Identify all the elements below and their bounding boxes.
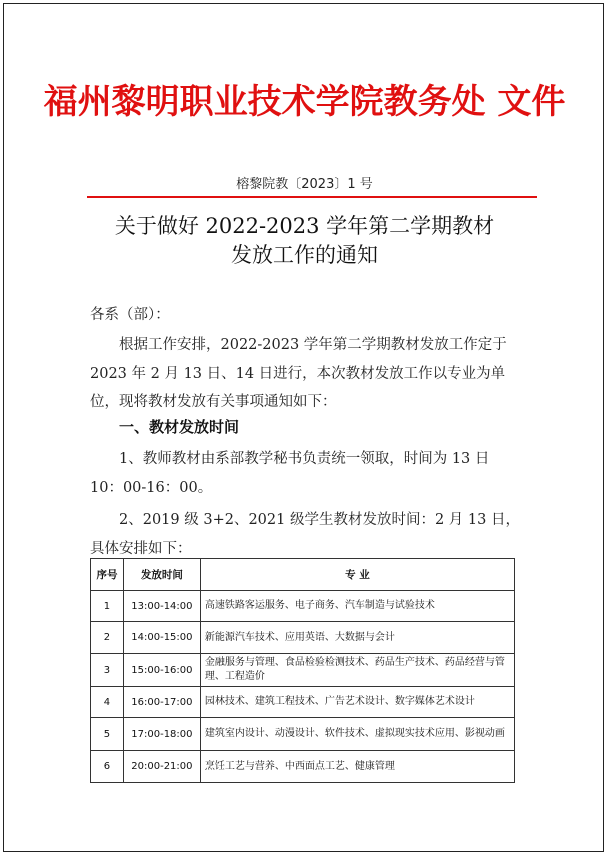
row-majors: 园林技术、建筑工程技术、广告艺术设计、数字媒体艺术设计 [200, 687, 514, 718]
item-teacher-materials: 1、教师教材由系部教学秘书负责统一领取，时间为 13 日 10：00-16：00。 [90, 451, 490, 496]
section-heading-distribution-time: 一、教材发放时间 [119, 418, 240, 436]
table-row [91, 718, 515, 751]
header-divider [87, 196, 537, 198]
row-majors: 高速铁路客运服务、电子商务、汽车制造与试验技术 [200, 591, 514, 622]
document-header-title: 福州黎明职业技术学院教务处 文件 [43, 82, 566, 122]
table-row [91, 591, 515, 622]
row-number: 2 [91, 622, 124, 654]
column-header-majors: 专 业 [200, 559, 514, 591]
notice-title-line1: 关于做好 2022-2023 学年第二学期教材 [114, 214, 495, 238]
row-number: 1 [91, 591, 124, 622]
row-number: 5 [91, 718, 124, 751]
row-majors: 金融服务与管理、食品检验检测技术、药品生产技术、药品经营与管理、工程造价 [200, 654, 514, 687]
row-majors: 建筑室内设计、动漫设计、软件技术、虚拟现实技术应用、影视动画 [200, 718, 514, 751]
row-time: 14:00-15:00 [123, 622, 200, 654]
salutation: 各系（部）： [90, 307, 170, 323]
table-row [91, 654, 515, 687]
document-number: 榕黎院教〔2023〕1 号 [236, 177, 373, 192]
row-majors: 烹饪工艺与营养、中西面点工艺、健康管理 [200, 751, 514, 783]
row-time: 15:00-16:00 [123, 654, 200, 687]
row-number: 4 [91, 687, 124, 718]
notice-title [0, 212, 609, 270]
table-header-row [91, 559, 515, 591]
row-time: 13:00-14:00 [123, 591, 200, 622]
row-time: 20:00-21:00 [123, 751, 200, 783]
row-time: 16:00-17:00 [123, 687, 200, 718]
row-number: 6 [91, 751, 124, 783]
row-majors: 新能源汽车技术、应用英语、大数据与会计 [200, 622, 514, 654]
column-header-time: 发放时间 [123, 559, 200, 591]
notice-title-line2: 发放工作的通知 [231, 243, 378, 267]
table-row [91, 622, 515, 654]
row-number: 3 [91, 654, 124, 687]
table-row [91, 751, 515, 783]
table-row [91, 687, 515, 718]
column-header-number: 序号 [91, 559, 124, 591]
intro-paragraph: 根据工作安排，2022-2023 学年第二学期教材发放工作定于 2023 年 2 月 13 日、14 日进行，本次教材发放工作以专业为单位，现将教材发放有关事项通知如下： [90, 337, 507, 410]
distribution-schedule-table [90, 558, 515, 783]
item-student-materials: 2、2019 级 3+2、2021 级学生教材发放时间：2 月 13 日，具体安排如下： [90, 512, 520, 557]
row-time: 17:00-18:00 [123, 718, 200, 751]
